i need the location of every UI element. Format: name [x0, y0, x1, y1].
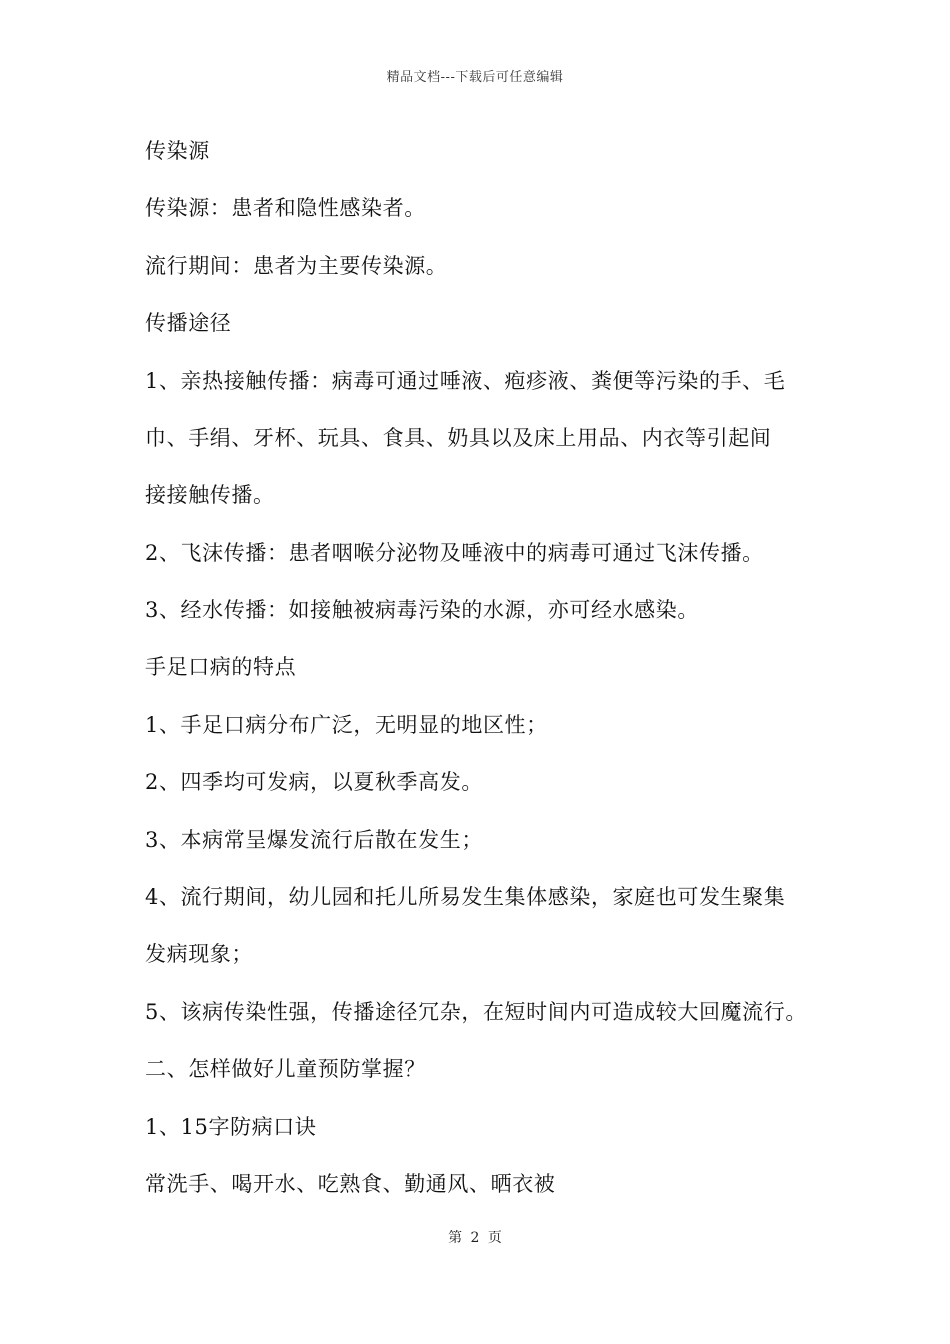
paragraph-line: 1、亲热接触传播：病毒可通过唾液、疱疹液、粪便等污染的手、毛 [145, 369, 786, 393]
paragraph-line: 3、本病常呈爆发流行后散在发生； [145, 828, 483, 852]
paragraph-line: 传染源：患者和隐性感染者。 [145, 196, 426, 220]
page-prefix: 第 [448, 1230, 463, 1246]
paragraph-line: 2、飞沫传播：患者咽喉分泌物及唾液中的病毒可通过飞沫传播。 [145, 541, 764, 565]
paragraph-line: 发病现象； [145, 942, 253, 966]
paragraph-line: 常洗手、喝开水、吃熟食、勤通风、晒衣被 [145, 1172, 556, 1196]
page-number: 2 [470, 1230, 480, 1246]
paragraph-line: 流行期间：患者为主要传染源。 [145, 254, 448, 278]
section-heading-prevention: 二、怎样做好儿童预防掌握？ [145, 1057, 426, 1081]
paragraph-line: 接接触传播。 [145, 483, 275, 507]
paragraph-line: 3、经水传播：如接触被病毒污染的水源，亦可经水感染。 [145, 598, 699, 622]
section-heading-source: 传染源 [145, 139, 210, 163]
paragraph-line: 1、15字防病口诀 [145, 1115, 317, 1139]
paragraph-line: 1、手足口病分布广泛，无明显的地区性； [145, 713, 548, 737]
page-footer [0, 1227, 950, 1247]
page-header: 精品文档---下载后可任意编辑 [386, 70, 564, 85]
paragraph-line: 巾、手绢、牙杯、玩具、食具、奶具以及床上用品、内衣等引起间 [145, 426, 772, 450]
section-heading-transmission: 传播途径 [145, 311, 232, 335]
paragraph-line: 2、四季均可发病，以夏秋季高发。 [145, 770, 483, 794]
page-suffix: 页 [487, 1230, 502, 1246]
section-heading-features: 手足口病的特点 [145, 655, 297, 679]
paragraph-line: 5、该病传染性强，传播途径冗杂，在短时间内可造成较大回魔流行。 [145, 1000, 807, 1024]
paragraph-line: 4、流行期间，幼儿园和托儿所易发生集体感染，家庭也可发生聚集 [145, 885, 786, 909]
